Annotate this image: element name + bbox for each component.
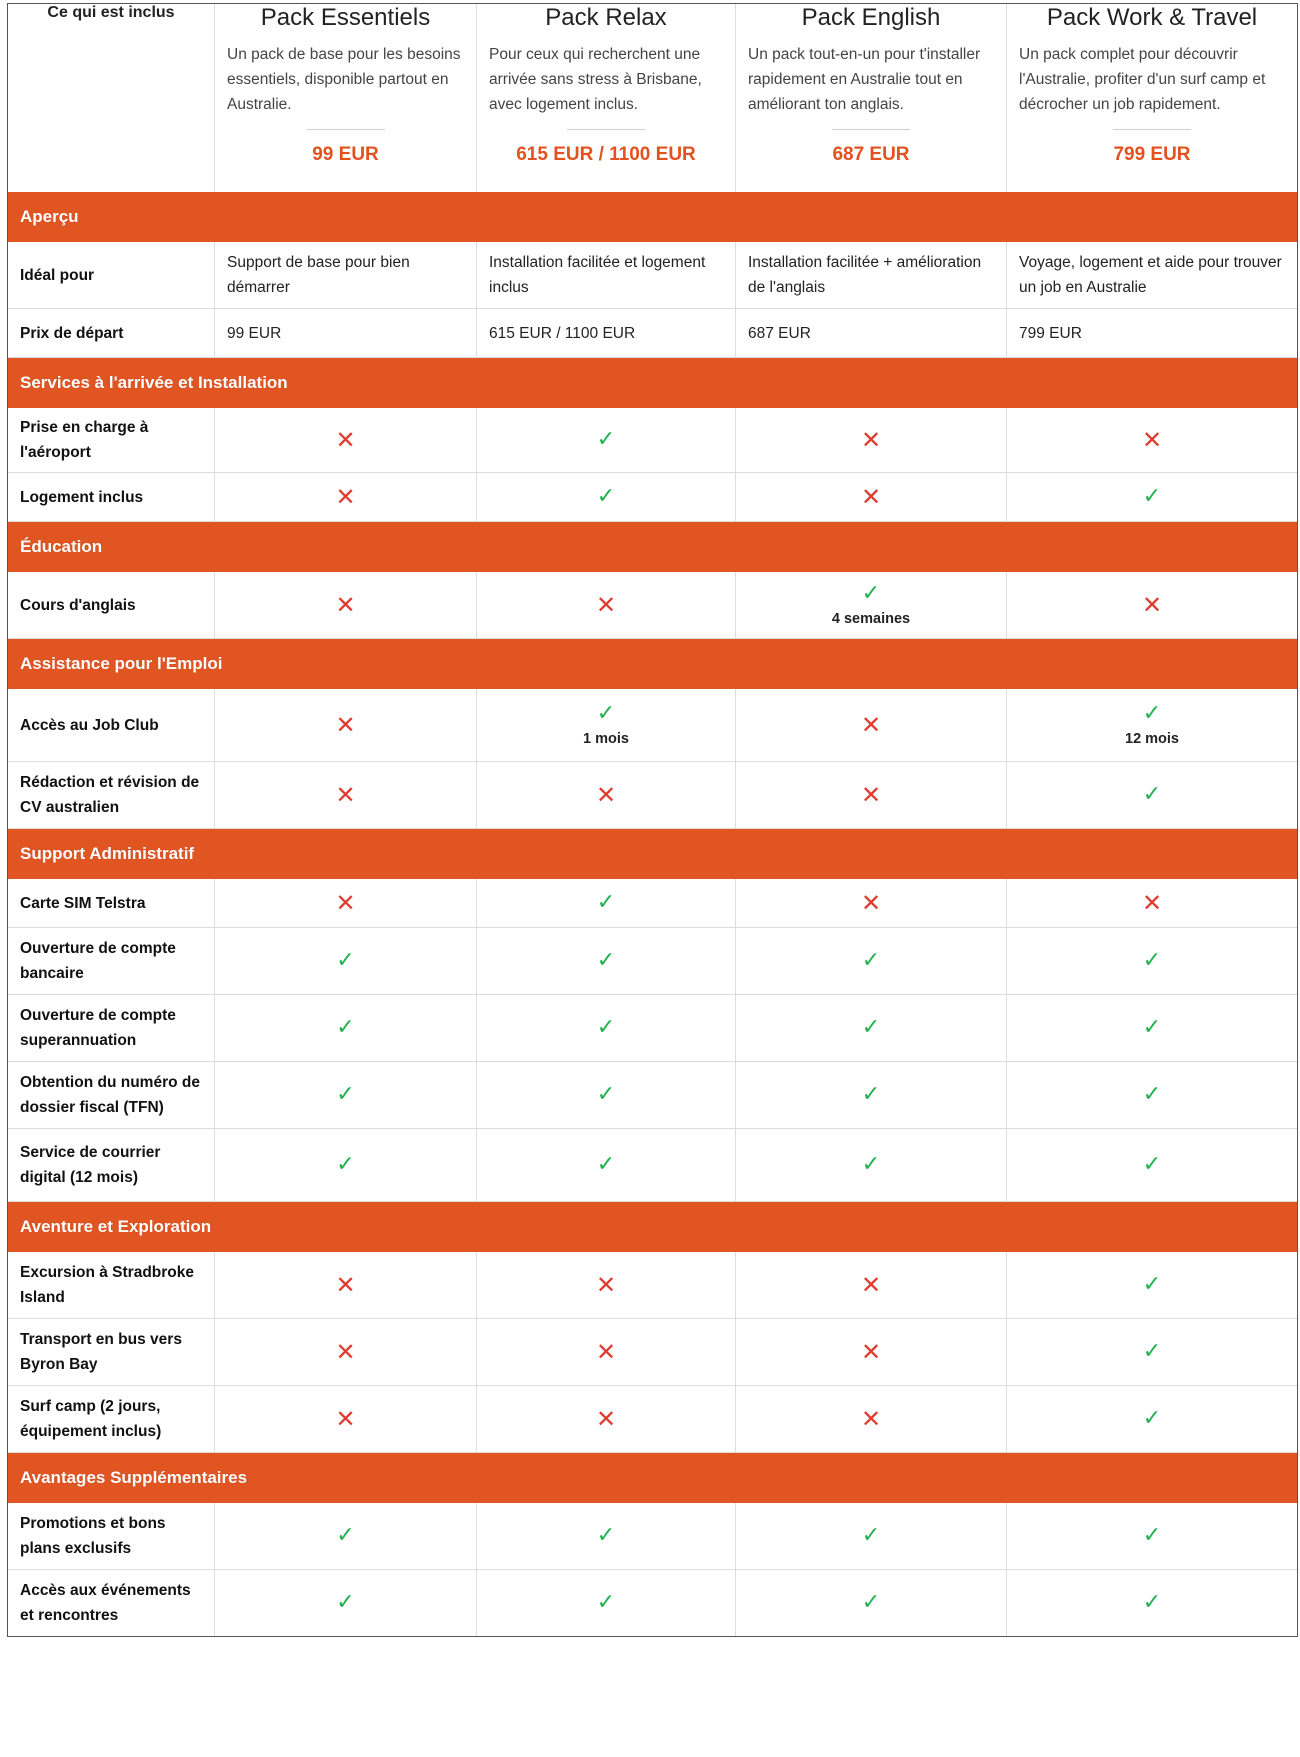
- check-icon: ✓: [861, 581, 881, 606]
- check-icon: ✓: [861, 1015, 881, 1040]
- check-icon: ✓: [596, 484, 616, 509]
- cross-icon: ✕: [335, 1338, 356, 1366]
- cross-icon: ✕: [595, 1405, 617, 1433]
- row-label: Logement inclus: [8, 473, 215, 521]
- duration-note: 12 mois: [1125, 731, 1179, 747]
- corner-label: Ce qui est inclus: [8, 4, 215, 192]
- section-header-avantages: Avantages Supplémentaires: [8, 1453, 1297, 1503]
- cross-icon: ✕: [860, 426, 882, 454]
- check-icon: ✓: [1142, 948, 1162, 973]
- check-icon: ✓: [596, 1152, 616, 1177]
- check-icon: ✓: [861, 1523, 881, 1548]
- check-icon: ✓: [861, 948, 881, 973]
- cross-icon: ✕: [860, 711, 882, 739]
- check-icon: ✓: [1142, 1152, 1162, 1177]
- pack-price: 615 EUR / 1100 EUR: [516, 144, 696, 165]
- row-label: Accès au Job Club: [8, 689, 215, 761]
- pack-description: Pour ceux qui recherchent une arrivée sans stress à Brisbane, avec logement inclus.: [489, 46, 702, 113]
- row-label: Accès aux événements et rencontres: [8, 1570, 215, 1636]
- check-icon: ✓: [336, 1082, 355, 1107]
- section-header-admin: Support Administratif: [8, 829, 1297, 879]
- table-row: [8, 995, 1297, 1062]
- cross-icon: ✕: [860, 1271, 882, 1299]
- pack-name: Pack Relax: [545, 4, 667, 31]
- comparison-table: [7, 3, 1298, 1637]
- cross-icon: ✕: [860, 483, 882, 511]
- pack-header-row: [8, 4, 1297, 192]
- divider: [832, 129, 910, 130]
- pack-column-work-travel: [1007, 4, 1297, 192]
- check-icon: ✓: [596, 948, 616, 973]
- check-icon: ✓: [1142, 1523, 1162, 1548]
- section-header-education: Éducation: [8, 522, 1297, 572]
- table-cell: 687 EUR: [736, 309, 1007, 357]
- divider: [307, 129, 385, 130]
- section-header-apercu: Aperçu: [8, 192, 1297, 242]
- table-cell: Installation facilitée + amélioration de l'anglais: [736, 242, 1007, 308]
- table-row: [8, 689, 1297, 762]
- check-icon: ✓: [1142, 1272, 1162, 1297]
- cross-icon: ✕: [595, 1271, 617, 1299]
- check-icon: ✓: [1142, 1590, 1162, 1615]
- table-row: [8, 1252, 1297, 1319]
- check-icon: ✓: [1142, 1015, 1162, 1040]
- table-cell: 99 EUR: [215, 309, 477, 357]
- check-icon: ✓: [1142, 1082, 1162, 1107]
- row-label: Surf camp (2 jours, équipement inclus): [8, 1386, 215, 1452]
- cross-icon: ✕: [335, 711, 356, 739]
- row-label: Ouverture de compte bancaire: [8, 928, 215, 994]
- row-label: Promotions et bons plans exclusifs: [8, 1503, 215, 1569]
- check-icon: ✓: [336, 1015, 355, 1040]
- table-row: [8, 309, 1297, 358]
- cross-icon: ✕: [1141, 426, 1163, 454]
- check-icon: ✓: [861, 1082, 881, 1107]
- table-row: [8, 928, 1297, 995]
- pack-name: Pack English: [801, 4, 941, 31]
- table-cell: 799 EUR: [1019, 324, 1082, 342]
- check-icon: ✓: [1142, 484, 1162, 509]
- table-row: [8, 762, 1297, 829]
- section-header-arrivee: Services à l'arrivée et Installation: [8, 358, 1297, 408]
- pack-column-essentiels: [215, 4, 477, 192]
- cross-icon: ✕: [595, 781, 617, 809]
- row-label: Carte SIM Telstra: [8, 879, 215, 927]
- table-cell: Support de base pour bien démarrer: [215, 242, 477, 308]
- check-icon: ✓: [596, 427, 616, 452]
- check-icon: ✓: [596, 1590, 616, 1615]
- cross-icon: ✕: [860, 889, 882, 917]
- row-label: Rédaction et révision de CV australien: [8, 762, 215, 828]
- cross-icon: ✕: [595, 1338, 617, 1366]
- row-label: Obtention du numéro de dossier fiscal (TFN): [8, 1062, 215, 1128]
- cross-icon: ✕: [335, 889, 356, 917]
- cross-icon: ✕: [860, 1338, 882, 1366]
- pack-price: 99 EUR: [312, 144, 379, 165]
- cross-icon: ✕: [860, 781, 882, 809]
- pack-description: Un pack complet pour découvrir l'Australie, profiter d'un surf camp et décrocher un job rapidement.: [1019, 46, 1266, 113]
- pack-price: 687 EUR: [832, 144, 910, 165]
- pack-description: Un pack de base pour les besoins essentiels, disponible partout en Australie.: [227, 46, 461, 113]
- check-icon: ✓: [596, 701, 616, 726]
- row-label: Ouverture de compte superannuation: [8, 995, 215, 1061]
- table-row: [8, 1386, 1297, 1453]
- check-icon: ✓: [596, 1523, 616, 1548]
- row-label: Transport en bus vers Byron Bay: [8, 1319, 215, 1385]
- check-icon: ✓: [1142, 1339, 1162, 1364]
- pack-price: 799 EUR: [1113, 144, 1191, 165]
- check-icon: ✓: [336, 1152, 355, 1177]
- check-icon: ✓: [861, 1152, 881, 1177]
- row-label: Excursion à Stradbroke Island: [8, 1252, 215, 1318]
- table-row: [8, 1503, 1297, 1570]
- cross-icon: ✕: [335, 781, 356, 809]
- duration-note: 1 mois: [583, 731, 629, 747]
- cross-icon: ✕: [1141, 591, 1163, 619]
- divider: [1113, 129, 1191, 130]
- table-row: [8, 408, 1297, 473]
- row-label: Service de courrier digital (12 mois): [8, 1129, 215, 1201]
- row-label: Prise en charge à l'aéroport: [8, 408, 215, 472]
- check-icon: ✓: [596, 1082, 616, 1107]
- check-icon: ✓: [596, 890, 616, 915]
- table-cell: Voyage, logement et aide pour trouver un job en Australie: [1019, 254, 1282, 296]
- cross-icon: ✕: [335, 591, 356, 619]
- table-row: [8, 473, 1297, 522]
- table-row: [8, 572, 1297, 639]
- cross-icon: ✕: [1141, 889, 1163, 917]
- cross-icon: ✕: [335, 483, 356, 511]
- check-icon: ✓: [1142, 1406, 1162, 1431]
- check-icon: ✓: [861, 1590, 881, 1615]
- duration-note: 4 semaines: [831, 611, 911, 627]
- check-icon: ✓: [336, 948, 355, 973]
- table-row: [8, 879, 1297, 928]
- pack-name: Pack Work & Travel: [1046, 4, 1258, 31]
- table-row: [8, 242, 1297, 309]
- cross-icon: ✕: [860, 1405, 882, 1433]
- pack-column-relax: [477, 4, 736, 192]
- row-label: Prix de départ: [8, 309, 215, 357]
- table-cell: Installation facilitée et logement inclus: [477, 242, 736, 308]
- check-icon: ✓: [1142, 701, 1162, 726]
- row-label: Idéal pour: [8, 242, 215, 308]
- table-row: [8, 1062, 1297, 1129]
- table-cell: 615 EUR / 1100 EUR: [477, 309, 736, 357]
- section-header-aventure: Aventure et Exploration: [8, 1202, 1297, 1252]
- section-header-emploi: Assistance pour l'Emploi: [8, 639, 1297, 689]
- check-icon: ✓: [596, 1015, 616, 1040]
- divider: [567, 129, 645, 130]
- cross-icon: ✕: [335, 426, 356, 454]
- cross-icon: ✕: [595, 591, 617, 619]
- check-icon: ✓: [336, 1523, 355, 1548]
- pack-name: Pack Essentiels: [260, 4, 431, 31]
- pack-description: Un pack tout-en-un pour t'installer rapidement en Australie tout en améliorant ton anglais.: [748, 46, 981, 113]
- cross-icon: ✕: [335, 1405, 356, 1433]
- row-label: Cours d'anglais: [8, 572, 215, 638]
- pack-column-english: [736, 4, 1007, 192]
- table-row: [8, 1570, 1297, 1636]
- check-icon: ✓: [336, 1590, 355, 1615]
- check-icon: ✓: [1142, 782, 1162, 807]
- table-row: [8, 1319, 1297, 1386]
- cross-icon: ✕: [335, 1271, 356, 1299]
- table-row: [8, 1129, 1297, 1202]
